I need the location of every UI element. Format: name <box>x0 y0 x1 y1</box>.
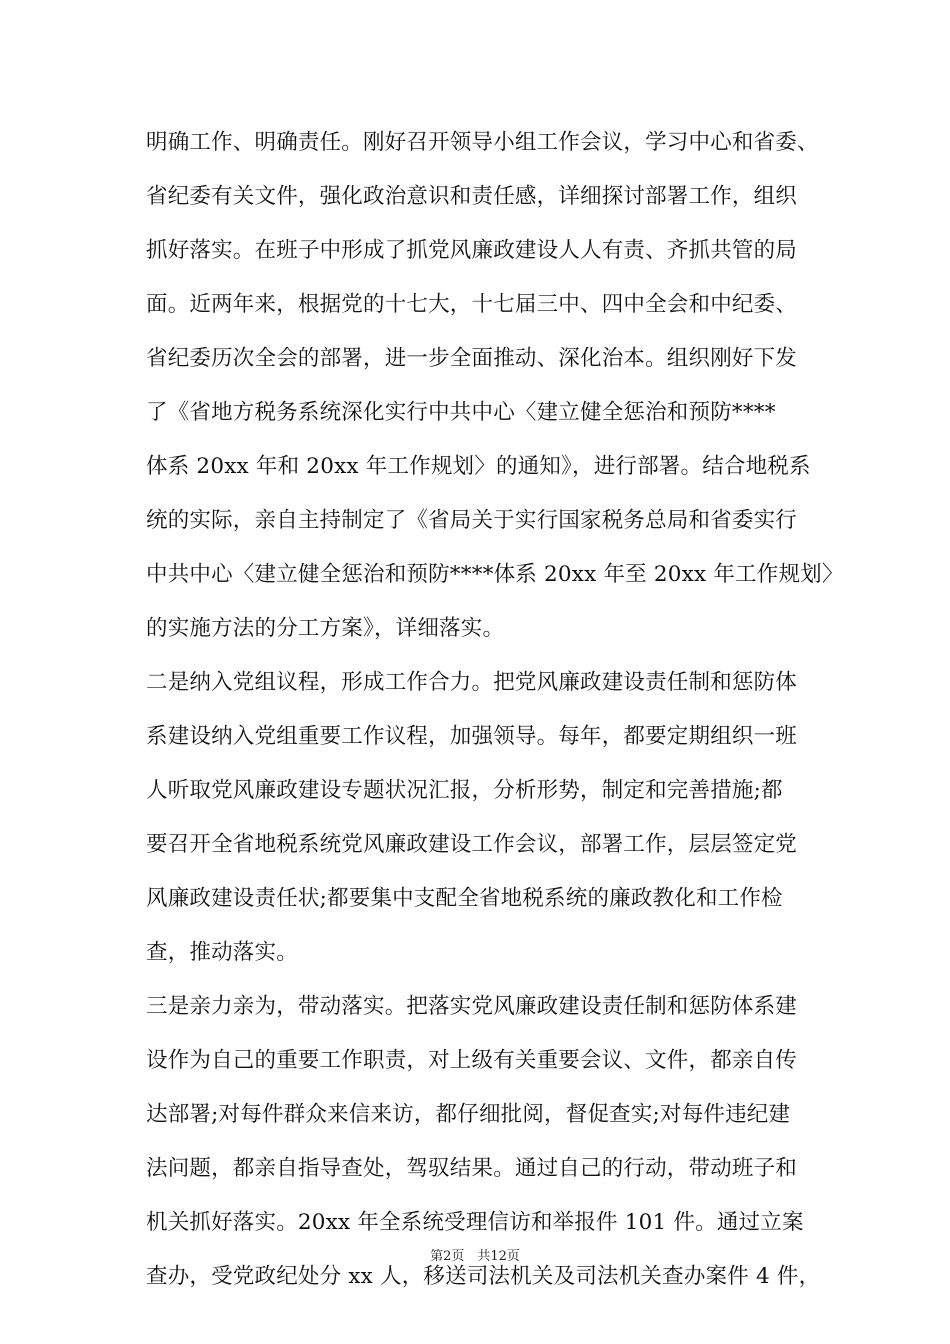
text-line: 风廉政建设责任状;都要集中支配全省地税系统的廉政教化和工作检 <box>146 886 783 911</box>
text-line: 法问题，都亲自指导查处，驾驭结果。通过自己的行动，带动班子和 <box>146 1156 798 1181</box>
text-line: 明确工作、明确责任。刚好召开领导小组工作会议，学习中心和省委、 <box>146 130 819 155</box>
text-line: 面。近两年来，根据党的十七大，十七届三中、四中全会和中纪委、 <box>146 292 798 317</box>
text-line: 达部署;对每件群众来信来访，都仔细批阅，督促查实;对每件违纪建 <box>146 1102 791 1127</box>
text-line: 的实施方法的分工方案》，详细落实。 <box>146 616 505 641</box>
text-line: 机关抓好落实。20xx 年全系统受理信访和举报件 101 件。通过立案 <box>146 1210 804 1235</box>
text-line: 要召开全省地税系统党风廉政建设工作会议，部署工作，层层签定党 <box>146 832 798 857</box>
text-line: 设作为自己的重要工作职责，对上级有关重要会议、文件，都亲自传 <box>146 1048 798 1073</box>
text-line: 了《省地方税务系统深化实行中共中心〈建立健全惩治和预防**** <box>146 400 776 425</box>
text-line: 人听取党风廉政建设专题状况汇报，分析形势，制定和完善措施;都 <box>146 778 783 803</box>
text-line: 三是亲力亲为，带动落实。把落实党风廉政建设责任制和惩防体系建 <box>146 994 798 1019</box>
text-line: 查，推动落实。 <box>146 940 298 965</box>
text-line: 体系 20xx 年和 20xx 年工作规划〉的通知》，进行部署。结合地税系 <box>146 454 811 479</box>
text-line: 抓好落实。在班子中形成了抓党风廉政建设人人有责、齐抓共管的局 <box>146 238 798 263</box>
text-line: 二是纳入党组议程，形成工作合力。把党风廉政建设责任制和惩防体 <box>146 670 798 695</box>
text-line: 系建设纳入党组重要工作议程，加强领导。每年，都要定期组织一班 <box>146 724 798 749</box>
text-line: 查办，受党政纪处分 xx 人，移送司法机关及司法机关查办案件 4 件， <box>146 1264 821 1289</box>
document-body <box>146 116 844 1304</box>
text-line: 省纪委历次全会的部署，进一步全面推动、深化治本。组织刚好下发 <box>146 346 798 371</box>
text-line: 统的实际，亲自主持制定了《省局关于实行国家税务总局和省委实行 <box>146 508 798 533</box>
text-line: 中共中心〈建立健全惩治和预防****体系 20xx 年至 20xx 年工作规划〉 <box>146 562 844 587</box>
text-line: 省纪委有关文件，强化政治意识和责任感，详细探讨部署工作，组织 <box>146 184 798 209</box>
page-number-footer: 第2页 共12页 <box>430 1249 520 1264</box>
